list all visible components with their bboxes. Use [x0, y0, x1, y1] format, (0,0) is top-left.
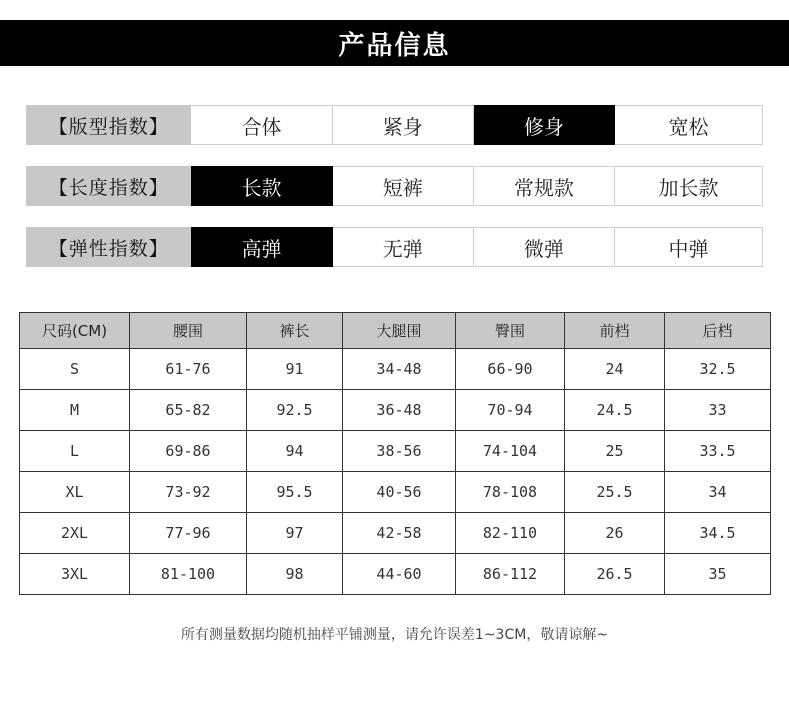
index-label-elasticity: 【弹性指数】 [26, 227, 191, 267]
table-cell: 82-110 [456, 513, 565, 554]
index-option: 合体 [191, 105, 332, 145]
header-back-rise: 后档 [665, 313, 771, 349]
table-cell: 25.5 [565, 472, 665, 513]
table-cell: 35 [665, 554, 771, 595]
index-option: 加长款 [615, 166, 763, 206]
index-label-fit: 【版型指数】 [26, 105, 191, 145]
table-cell: 44-60 [343, 554, 456, 595]
index-option: 无弹 [333, 227, 474, 267]
index-option: 高弹 [191, 227, 332, 267]
table-cell: 70-94 [456, 390, 565, 431]
header-thigh: 大腿围 [343, 313, 456, 349]
table-cell: 34.5 [665, 513, 771, 554]
header-hip: 臀围 [456, 313, 565, 349]
table-cell: 98 [247, 554, 343, 595]
table-cell: 25 [565, 431, 665, 472]
table-cell: 3XL [20, 554, 130, 595]
size-table [19, 312, 771, 595]
index-option: 长款 [191, 166, 332, 206]
table-cell: XL [20, 472, 130, 513]
table-cell: 34-48 [343, 349, 456, 390]
measurement-note: 所有测量数据均随机抽样平铺测量，请允许误差1~3CM，敬请谅解~ [180, 627, 609, 643]
index-row-length [26, 166, 763, 206]
table-cell: 36-48 [343, 390, 456, 431]
table-cell: 97 [247, 513, 343, 554]
table-cell: 24.5 [565, 390, 665, 431]
index-option: 短裤 [333, 166, 474, 206]
index-option: 宽松 [615, 105, 763, 145]
table-cell: 92.5 [247, 390, 343, 431]
table-cell: 94 [247, 431, 343, 472]
table-cell: 81-100 [130, 554, 247, 595]
banner-title: 产品信息 [338, 30, 451, 61]
table-cell: M [20, 390, 130, 431]
table-row [20, 472, 771, 513]
table-cell: 40-56 [343, 472, 456, 513]
table-cell: 78-108 [456, 472, 565, 513]
table-cell: 33.5 [665, 431, 771, 472]
table-row [20, 431, 771, 472]
index-option: 常规款 [474, 166, 615, 206]
index-option: 微弹 [474, 227, 615, 267]
table-cell: L [20, 431, 130, 472]
table-cell: 73-92 [130, 472, 247, 513]
header-waist: 腰围 [130, 313, 247, 349]
table-cell: 66-90 [456, 349, 565, 390]
header-size: 尺码(CM) [20, 313, 130, 349]
table-cell: 24 [565, 349, 665, 390]
header-pants-length: 裤长 [247, 313, 343, 349]
table-cell: 61-76 [130, 349, 247, 390]
size-table-header-row [20, 313, 771, 349]
table-cell: 74-104 [456, 431, 565, 472]
table-cell: 32.5 [665, 349, 771, 390]
table-cell: 69-86 [130, 431, 247, 472]
table-cell: 86-112 [456, 554, 565, 595]
table-cell: S [20, 349, 130, 390]
index-option: 紧身 [333, 105, 474, 145]
table-cell: 42-58 [343, 513, 456, 554]
product-info-banner [0, 20, 789, 66]
table-cell: 34 [665, 472, 771, 513]
table-cell: 65-82 [130, 390, 247, 431]
table-row [20, 554, 771, 595]
index-option: 中弹 [615, 227, 763, 267]
index-label-length: 【长度指数】 [26, 166, 191, 206]
table-cell: 91 [247, 349, 343, 390]
table-row [20, 513, 771, 554]
table-cell: 77-96 [130, 513, 247, 554]
index-row-fit [26, 105, 763, 145]
table-cell: 2XL [20, 513, 130, 554]
table-row [20, 390, 771, 431]
header-front-rise: 前档 [565, 313, 665, 349]
table-cell: 38-56 [343, 431, 456, 472]
table-cell: 95.5 [247, 472, 343, 513]
index-option: 修身 [474, 105, 615, 145]
table-row [20, 349, 771, 390]
table-cell: 26.5 [565, 554, 665, 595]
table-cell: 26 [565, 513, 665, 554]
table-cell: 33 [665, 390, 771, 431]
index-row-elasticity [26, 227, 763, 267]
